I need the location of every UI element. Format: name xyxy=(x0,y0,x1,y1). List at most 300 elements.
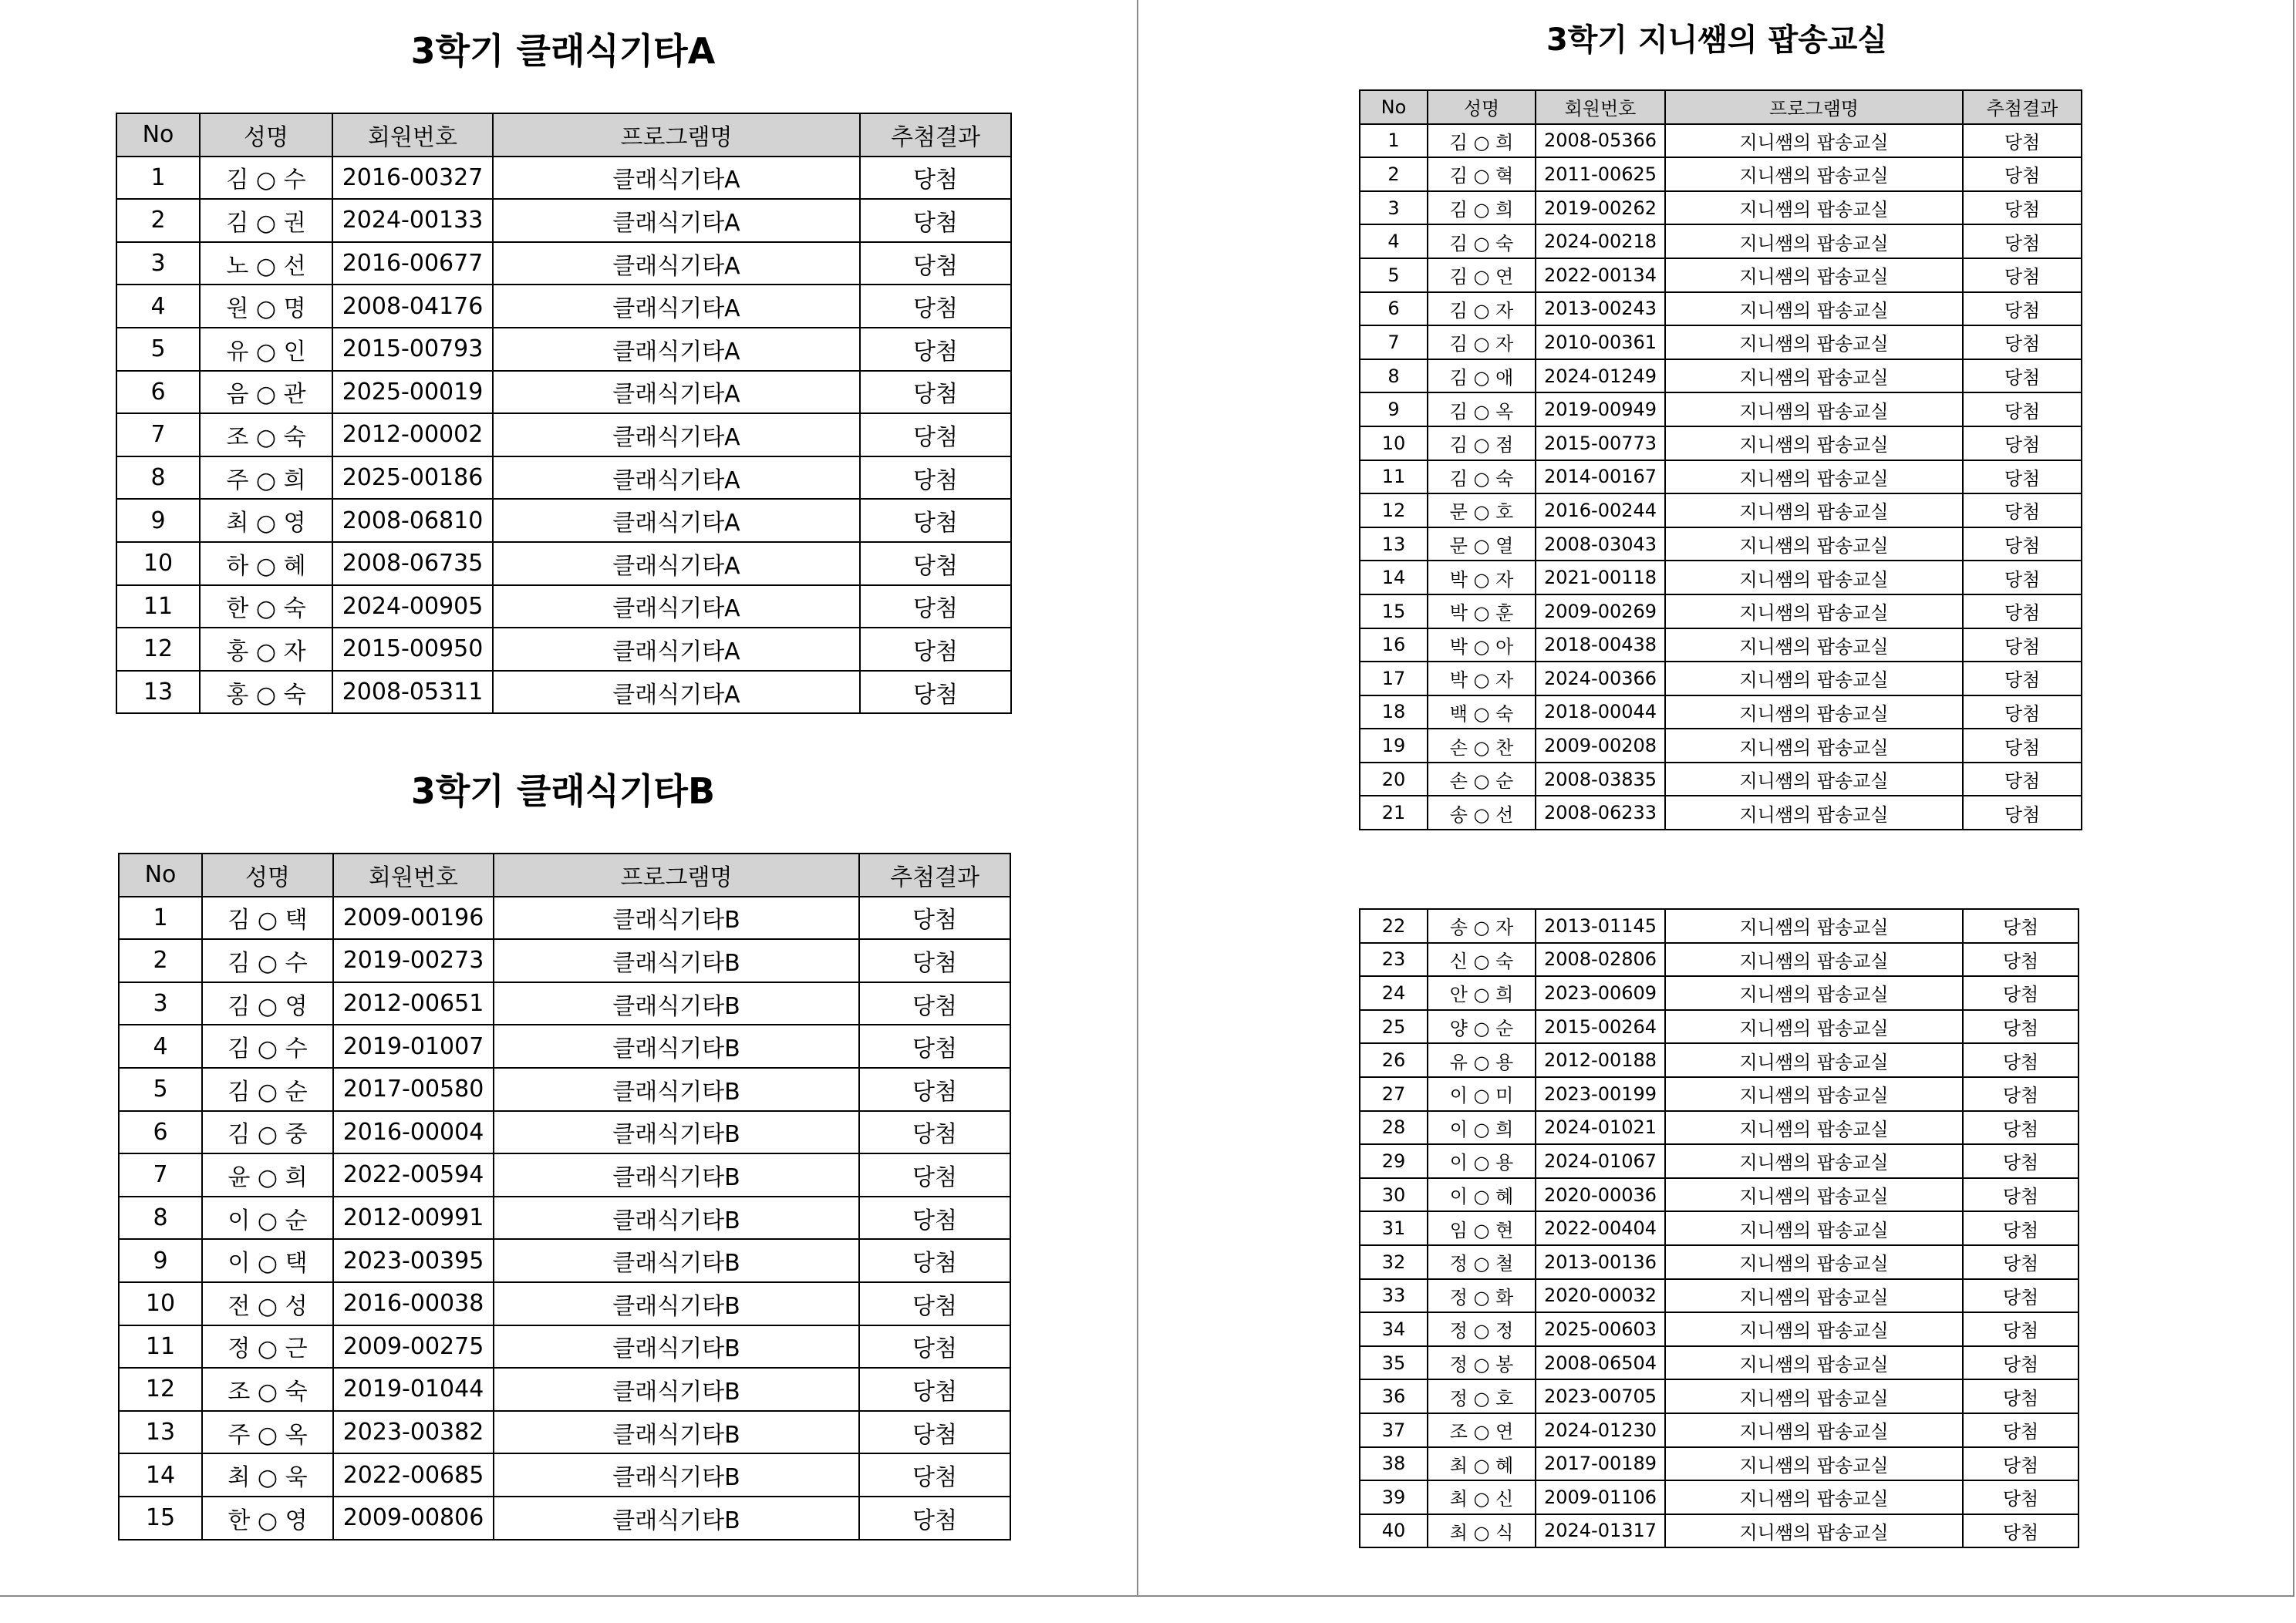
cell-no: 24 xyxy=(1360,976,1428,1010)
table-row xyxy=(1360,359,2082,393)
table-row xyxy=(1360,527,2082,561)
cell-no: 6 xyxy=(1360,292,1428,326)
table-row xyxy=(119,1111,1010,1154)
cell-no: 35 xyxy=(1360,1346,1428,1380)
cell-no: 25 xyxy=(1360,1010,1428,1044)
cell-member-id: 2019-01044 xyxy=(333,1368,494,1411)
cell-no: 31 xyxy=(1360,1211,1428,1245)
cell-result: 당첨 xyxy=(1963,1346,2079,1380)
cell-member-id: 2016-00244 xyxy=(1536,493,1665,527)
table-row xyxy=(1360,1245,2079,1279)
cell-program: 지니쌤의 팝송교실 xyxy=(1665,1077,1963,1111)
cell-name: 김 ○ 희 xyxy=(1428,124,1536,158)
cell-result: 당첨 xyxy=(1963,426,2082,460)
cell-member-id: 2013-01145 xyxy=(1536,909,1665,943)
cell-result: 당첨 xyxy=(1963,1379,2079,1413)
cell-name: 김 ○ 연 xyxy=(1428,258,1536,292)
cell-no: 27 xyxy=(1360,1077,1428,1111)
cell-result: 당첨 xyxy=(1963,943,2079,977)
cell-program: 지니쌤의 팝송교실 xyxy=(1665,662,1963,695)
cell-result: 당첨 xyxy=(1963,1245,2079,1279)
table-row xyxy=(1360,1211,2079,1245)
cell-result: 당첨 xyxy=(1963,1144,2079,1178)
cell-name: 최 ○ 신 xyxy=(1428,1480,1536,1514)
cell-name: 신 ○ 숙 xyxy=(1428,943,1536,977)
table-row xyxy=(1360,1514,2079,1548)
cell-name: 양 ○ 순 xyxy=(1428,1010,1536,1044)
cell-no: 12 xyxy=(1360,493,1428,527)
cell-no: 7 xyxy=(116,413,200,456)
cell-no: 11 xyxy=(1360,460,1428,494)
cell-name: 최 ○ 식 xyxy=(1428,1514,1536,1548)
cell-result: 당첨 xyxy=(1963,1211,2079,1245)
table-row xyxy=(1360,191,2082,225)
cell-name: 김 ○ 숙 xyxy=(1428,224,1536,258)
cell-name: 조 ○ 연 xyxy=(1428,1413,1536,1447)
cell-member-id: 2025-00603 xyxy=(1536,1312,1665,1346)
cell-no: 10 xyxy=(1360,426,1428,460)
cell-result: 당첨 xyxy=(1963,124,2082,158)
cell-name: 문 ○ 열 xyxy=(1428,527,1536,561)
cell-no: 7 xyxy=(1360,325,1428,359)
cell-result: 당첨 xyxy=(859,1068,1010,1111)
cell-program: 클래식기타A xyxy=(493,499,860,542)
header-name: 성명 xyxy=(200,113,332,157)
cell-no: 3 xyxy=(119,982,202,1025)
cell-name: 윤 ○ 희 xyxy=(202,1153,333,1197)
cell-program: 클래식기타A xyxy=(493,242,860,285)
cell-no: 32 xyxy=(1360,1245,1428,1279)
table-header-row xyxy=(1360,90,2082,124)
cell-name: 김 ○ 수 xyxy=(202,939,333,982)
cell-no: 39 xyxy=(1360,1480,1428,1514)
cell-member-id: 2024-00905 xyxy=(332,585,493,628)
cell-program: 클래식기타A xyxy=(493,671,860,714)
cell-program: 클래식기타B xyxy=(494,982,859,1025)
cell-member-id: 2011-00625 xyxy=(1536,157,1665,191)
results-table-pop-song-part2 xyxy=(1359,908,2079,1548)
table-row xyxy=(1360,662,2082,695)
cell-program: 지니쌤의 팝송교실 xyxy=(1665,1245,1963,1279)
cell-result: 당첨 xyxy=(860,371,1011,414)
cell-program: 클래식기타B xyxy=(494,1068,859,1111)
cell-no: 7 xyxy=(119,1153,202,1197)
cell-program: 지니쌤의 팝송교실 xyxy=(1665,325,1963,359)
cell-no: 8 xyxy=(116,456,200,500)
cell-name: 유 ○ 용 xyxy=(1428,1043,1536,1077)
cell-result: 당첨 xyxy=(860,199,1011,242)
cell-result: 당첨 xyxy=(1963,191,2082,225)
cell-program: 지니쌤의 팝송교실 xyxy=(1665,1312,1963,1346)
cell-no: 22 xyxy=(1360,909,1428,943)
table-row xyxy=(116,285,1011,328)
table-row xyxy=(119,1325,1010,1369)
cell-program: 지니쌤의 팝송교실 xyxy=(1665,729,1963,763)
table-row xyxy=(1360,729,2082,763)
cell-member-id: 2025-00186 xyxy=(332,456,493,500)
cell-program: 지니쌤의 팝송교실 xyxy=(1665,796,1963,830)
table-row xyxy=(119,1025,1010,1068)
table-row xyxy=(116,628,1011,671)
cell-name: 이 ○ 혜 xyxy=(1428,1178,1536,1212)
cell-result: 당첨 xyxy=(860,671,1011,714)
cell-name: 최 ○ 혜 xyxy=(1428,1447,1536,1481)
cell-result: 당첨 xyxy=(1963,628,2082,662)
cell-program: 지니쌤의 팝송교실 xyxy=(1665,628,1963,662)
cell-member-id: 2008-03043 xyxy=(1536,527,1665,561)
table-row xyxy=(1360,224,2082,258)
cell-program: 지니쌤의 팝송교실 xyxy=(1665,1144,1963,1178)
cell-name: 이 ○ 용 xyxy=(1428,1144,1536,1178)
section-title-classic-guitar-b: 3학기 클래식기타B xyxy=(410,770,716,812)
cell-program: 지니쌤의 팝송교실 xyxy=(1665,1111,1963,1145)
cell-program: 클래식기타B xyxy=(494,939,859,982)
cell-program: 지니쌤의 팝송교실 xyxy=(1665,493,1963,527)
cell-program: 지니쌤의 팝송교실 xyxy=(1665,157,1963,191)
cell-name: 원 ○ 명 xyxy=(200,285,332,328)
cell-no: 5 xyxy=(119,1068,202,1111)
cell-member-id: 2008-03835 xyxy=(1536,763,1665,796)
cell-result: 당첨 xyxy=(1963,392,2082,426)
cell-member-id: 2023-00705 xyxy=(1536,1379,1665,1413)
cell-no: 2 xyxy=(1360,157,1428,191)
cell-no: 40 xyxy=(1360,1514,1428,1548)
table-row xyxy=(1360,258,2082,292)
cell-name: 김 ○ 자 xyxy=(1428,292,1536,326)
cell-no: 5 xyxy=(116,328,200,371)
cell-result: 당첨 xyxy=(860,157,1011,200)
cell-no: 10 xyxy=(119,1282,202,1325)
cell-result: 당첨 xyxy=(860,585,1011,628)
cell-name: 이 ○ 택 xyxy=(202,1239,333,1282)
table-row xyxy=(1360,561,2082,594)
cell-member-id: 2009-00196 xyxy=(333,897,494,940)
cell-member-id: 2024-00366 xyxy=(1536,662,1665,695)
cell-name: 하 ○ 혜 xyxy=(200,542,332,585)
cell-no: 1 xyxy=(1360,124,1428,158)
cell-name: 김 ○ 혁 xyxy=(1428,157,1536,191)
cell-result: 당첨 xyxy=(860,285,1011,328)
cell-no: 13 xyxy=(116,671,200,714)
table-row xyxy=(1360,1043,2079,1077)
table-row xyxy=(1360,325,2082,359)
cell-no: 3 xyxy=(1360,191,1428,225)
cell-program: 클래식기타B xyxy=(494,1453,859,1497)
cell-member-id: 2022-00685 xyxy=(333,1453,494,1497)
cell-member-id: 2018-00438 xyxy=(1536,628,1665,662)
cell-program: 클래식기타A xyxy=(493,456,860,500)
cell-name: 정 ○ 화 xyxy=(1428,1279,1536,1313)
table-row xyxy=(1360,124,2082,158)
cell-no: 10 xyxy=(116,542,200,585)
cell-name: 정 ○ 봉 xyxy=(1428,1346,1536,1380)
cell-member-id: 2015-00793 xyxy=(332,328,493,371)
cell-result: 당첨 xyxy=(1963,729,2082,763)
cell-no: 8 xyxy=(119,1197,202,1240)
cell-program: 지니쌤의 팝송교실 xyxy=(1665,561,1963,594)
cell-no: 29 xyxy=(1360,1144,1428,1178)
cell-member-id: 2020-00036 xyxy=(1536,1178,1665,1212)
cell-member-id: 2022-00404 xyxy=(1536,1211,1665,1245)
cell-no: 30 xyxy=(1360,1178,1428,1212)
cell-member-id: 2015-00773 xyxy=(1536,426,1665,460)
cell-name: 송 ○ 자 xyxy=(1428,909,1536,943)
cell-member-id: 2009-00806 xyxy=(333,1497,494,1540)
cell-name: 안 ○ 희 xyxy=(1428,976,1536,1010)
cell-member-id: 2016-00038 xyxy=(333,1282,494,1325)
cell-name: 송 ○ 선 xyxy=(1428,796,1536,830)
header-result: 추첨결과 xyxy=(1963,90,2082,124)
cell-no: 21 xyxy=(1360,796,1428,830)
cell-name: 이 ○ 희 xyxy=(1428,1111,1536,1145)
cell-member-id: 2012-00002 xyxy=(332,413,493,456)
cell-name: 한 ○ 영 xyxy=(202,1497,333,1540)
table-row xyxy=(116,499,1011,542)
cell-result: 당첨 xyxy=(1963,1480,2079,1514)
header-program: 프로그램명 xyxy=(493,113,860,157)
cell-program: 클래식기타B xyxy=(494,1368,859,1411)
cell-no: 14 xyxy=(1360,561,1428,594)
cell-program: 클래식기타B xyxy=(494,1153,859,1197)
cell-result: 당첨 xyxy=(859,1111,1010,1154)
cell-member-id: 2020-00032 xyxy=(1536,1279,1665,1313)
cell-result: 당첨 xyxy=(1963,1178,2079,1212)
cell-name: 박 ○ 자 xyxy=(1428,561,1536,594)
cell-no: 6 xyxy=(116,371,200,414)
cell-result: 당첨 xyxy=(1963,292,2082,326)
cell-program: 지니쌤의 팝송교실 xyxy=(1665,909,1963,943)
cell-member-id: 2008-06233 xyxy=(1536,796,1665,830)
cell-program: 지니쌤의 팝송교실 xyxy=(1665,258,1963,292)
header-name: 성명 xyxy=(202,854,333,897)
cell-program: 클래식기타B xyxy=(494,897,859,940)
table-header-row xyxy=(119,854,1010,897)
table-row xyxy=(119,1068,1010,1111)
cell-no: 8 xyxy=(1360,359,1428,393)
cell-member-id: 2008-05311 xyxy=(332,671,493,714)
cell-name: 이 ○ 미 xyxy=(1428,1077,1536,1111)
header-program: 프로그램명 xyxy=(494,854,859,897)
cell-member-id: 2008-05366 xyxy=(1536,124,1665,158)
cell-result: 당첨 xyxy=(1963,1010,2079,1044)
cell-result: 당첨 xyxy=(1963,493,2082,527)
cell-program: 지니쌤의 팝송교실 xyxy=(1665,1379,1963,1413)
cell-no: 28 xyxy=(1360,1111,1428,1145)
table-row xyxy=(1360,763,2082,796)
cell-name: 백 ○ 숙 xyxy=(1428,695,1536,729)
cell-name: 유 ○ 인 xyxy=(200,328,332,371)
cell-no: 11 xyxy=(116,585,200,628)
cell-program: 지니쌤의 팝송교실 xyxy=(1665,1279,1963,1313)
cell-result: 당첨 xyxy=(1963,594,2082,628)
cell-name: 홍 ○ 자 xyxy=(200,628,332,671)
cell-member-id: 2012-00651 xyxy=(333,982,494,1025)
cell-result: 당첨 xyxy=(1963,359,2082,393)
cell-name: 전 ○ 성 xyxy=(202,1282,333,1325)
cell-result: 당첨 xyxy=(860,542,1011,585)
table-row xyxy=(119,1497,1010,1540)
cell-program: 지니쌤의 팝송교실 xyxy=(1665,292,1963,326)
table-row xyxy=(1360,909,2079,943)
cell-member-id: 2024-01249 xyxy=(1536,359,1665,393)
cell-result: 당첨 xyxy=(1963,157,2082,191)
cell-name: 음 ○ 관 xyxy=(200,371,332,414)
cell-result: 당첨 xyxy=(1963,1279,2079,1313)
cell-program: 클래식기타B xyxy=(494,1325,859,1369)
cell-result: 당첨 xyxy=(1963,1312,2079,1346)
cell-no: 13 xyxy=(119,1411,202,1454)
left-page xyxy=(0,0,1138,1597)
cell-no: 4 xyxy=(116,285,200,328)
cell-program: 클래식기타A xyxy=(493,199,860,242)
cell-result: 당첨 xyxy=(859,1497,1010,1540)
table-row xyxy=(1360,1077,2079,1111)
table-row xyxy=(1360,976,2079,1010)
cell-no: 9 xyxy=(1360,392,1428,426)
cell-program: 지니쌤의 팝송교실 xyxy=(1665,191,1963,225)
cell-member-id: 2008-02806 xyxy=(1536,943,1665,977)
cell-no: 9 xyxy=(116,499,200,542)
table-row xyxy=(1360,1111,2079,1145)
cell-name: 김 ○ 수 xyxy=(200,157,332,200)
cell-program: 클래식기타A xyxy=(493,628,860,671)
cell-no: 5 xyxy=(1360,258,1428,292)
table-row xyxy=(119,1411,1010,1454)
cell-no: 6 xyxy=(119,1111,202,1154)
cell-no: 14 xyxy=(119,1453,202,1497)
cell-name: 김 ○ 자 xyxy=(1428,325,1536,359)
cell-program: 지니쌤의 팝송교실 xyxy=(1665,527,1963,561)
cell-name: 최 ○ 영 xyxy=(200,499,332,542)
table-row xyxy=(119,982,1010,1025)
cell-no: 16 xyxy=(1360,628,1428,662)
cell-member-id: 2015-00264 xyxy=(1536,1010,1665,1044)
cell-name: 김 ○ 수 xyxy=(202,1025,333,1068)
cell-program: 클래식기타B xyxy=(494,1111,859,1154)
table-header-row xyxy=(116,113,1011,157)
cell-result: 당첨 xyxy=(1963,695,2082,729)
cell-program: 클래식기타A xyxy=(493,413,860,456)
cell-name: 최 ○ 욱 xyxy=(202,1453,333,1497)
cell-name: 김 ○ 택 xyxy=(202,897,333,940)
cell-no: 20 xyxy=(1360,763,1428,796)
cell-no: 1 xyxy=(119,897,202,940)
cell-result: 당첨 xyxy=(1963,1413,2079,1447)
table-row xyxy=(116,671,1011,714)
cell-no: 2 xyxy=(119,939,202,982)
cell-result: 당첨 xyxy=(859,982,1010,1025)
cell-program: 클래식기타B xyxy=(494,1497,859,1540)
cell-no: 13 xyxy=(1360,527,1428,561)
cell-member-id: 2012-00991 xyxy=(333,1197,494,1240)
cell-program: 지니쌤의 팝송교실 xyxy=(1665,124,1963,158)
cell-member-id: 2023-00609 xyxy=(1536,976,1665,1010)
cell-name: 주 ○ 옥 xyxy=(202,1411,333,1454)
cell-no: 19 xyxy=(1360,729,1428,763)
table-row xyxy=(119,1282,1010,1325)
cell-program: 지니쌤의 팝송교실 xyxy=(1665,460,1963,494)
cell-result: 당첨 xyxy=(1963,1514,2079,1548)
cell-no: 33 xyxy=(1360,1279,1428,1313)
cell-member-id: 2009-00275 xyxy=(333,1325,494,1369)
cell-member-id: 2009-00269 xyxy=(1536,594,1665,628)
cell-result: 당첨 xyxy=(1963,1077,2079,1111)
cell-member-id: 2008-06504 xyxy=(1536,1346,1665,1380)
cell-name: 김 ○ 애 xyxy=(1428,359,1536,393)
header-member-id: 회원번호 xyxy=(332,113,493,157)
cell-member-id: 2025-00019 xyxy=(332,371,493,414)
cell-result: 당첨 xyxy=(859,1453,1010,1497)
cell-member-id: 2008-04176 xyxy=(332,285,493,328)
cell-program: 지니쌤의 팝송교실 xyxy=(1665,1413,1963,1447)
table-row xyxy=(119,1153,1010,1197)
table-row xyxy=(1360,796,2082,830)
table-row xyxy=(1360,1447,2079,1481)
cell-member-id: 2022-00134 xyxy=(1536,258,1665,292)
table-row xyxy=(119,1239,1010,1282)
cell-program: 지니쌤의 팝송교실 xyxy=(1665,426,1963,460)
cell-program: 클래식기타A xyxy=(493,585,860,628)
table-row xyxy=(116,199,1011,242)
cell-member-id: 2010-00361 xyxy=(1536,325,1665,359)
cell-program: 클래식기타A xyxy=(493,542,860,585)
cell-program: 지니쌤의 팝송교실 xyxy=(1665,359,1963,393)
table-row xyxy=(1360,426,2082,460)
cell-member-id: 2016-00004 xyxy=(333,1111,494,1154)
cell-program: 클래식기타A xyxy=(493,157,860,200)
cell-result: 당첨 xyxy=(1963,527,2082,561)
cell-name: 정 ○ 근 xyxy=(202,1325,333,1369)
cell-member-id: 2023-00395 xyxy=(333,1239,494,1282)
cell-no: 3 xyxy=(116,242,200,285)
cell-no: 1 xyxy=(116,157,200,200)
cell-result: 당첨 xyxy=(1963,1043,2079,1077)
cell-result: 당첨 xyxy=(859,939,1010,982)
table-row xyxy=(1360,392,2082,426)
table-row xyxy=(1360,1312,2079,1346)
cell-result: 당첨 xyxy=(859,1153,1010,1197)
cell-program: 지니쌤의 팝송교실 xyxy=(1665,1010,1963,1044)
cell-no: 34 xyxy=(1360,1312,1428,1346)
table-row xyxy=(1360,292,2082,326)
cell-no: 12 xyxy=(119,1368,202,1411)
cell-result: 당첨 xyxy=(1963,909,2079,943)
cell-result: 당첨 xyxy=(1963,763,2082,796)
cell-no: 26 xyxy=(1360,1043,1428,1077)
table-row xyxy=(1360,1379,2079,1413)
cell-result: 당첨 xyxy=(860,413,1011,456)
cell-name: 김 ○ 점 xyxy=(1428,426,1536,460)
cell-member-id: 2024-01230 xyxy=(1536,1413,1665,1447)
cell-result: 당첨 xyxy=(1963,460,2082,494)
cell-name: 김 ○ 순 xyxy=(202,1068,333,1111)
cell-result: 당첨 xyxy=(859,1368,1010,1411)
cell-result: 당첨 xyxy=(1963,325,2082,359)
table-row xyxy=(1360,460,2082,494)
cell-program: 지니쌤의 팝송교실 xyxy=(1665,1346,1963,1380)
cell-name: 박 ○ 훈 xyxy=(1428,594,1536,628)
table-row xyxy=(1360,1279,2079,1313)
cell-name: 이 ○ 순 xyxy=(202,1197,333,1240)
table-row xyxy=(116,371,1011,414)
cell-result: 당첨 xyxy=(1963,662,2082,695)
cell-name: 김 ○ 숙 xyxy=(1428,460,1536,494)
cell-program: 지니쌤의 팝송교실 xyxy=(1665,1178,1963,1212)
cell-member-id: 2012-00188 xyxy=(1536,1043,1665,1077)
header-member-id: 회원번호 xyxy=(1536,90,1665,124)
cell-no: 15 xyxy=(119,1497,202,1540)
table-row xyxy=(116,328,1011,371)
